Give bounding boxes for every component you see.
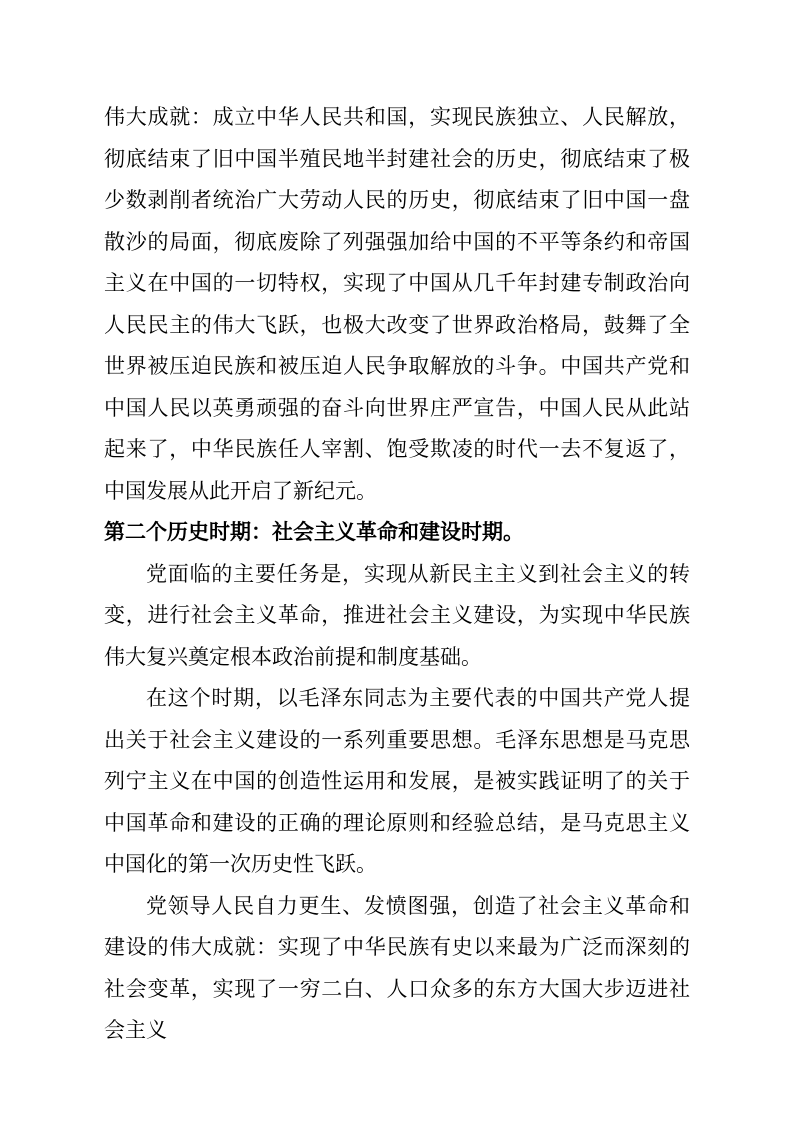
paragraph-socialist-revolution-achievements: 党领导人民自力更生、发愤图强，创造了社会主义革命和建设的伟大成就：实现了中华民族有史以来最为广泛而深刻的社会变革，实现了一穷二白、人口众多的东方大国大步迈进社会主义 — [104, 893, 690, 1042]
paragraph-new-china-achievements: 伟大成就：成立中华人民共和国，实现民族独立、人民解放，彻底结束了旧中国半殖民地半封建社会的历史，彻底结束了极少数剥削者统治广大劳动人民的历史，彻底结束了旧中国一盘散沙的局面，彻底废除了列强强加给中国的不平等条约和帝国主义在中国的一切特权，实现了中国从几千年封建专制政治向人民民主的伟大飞跃，也极大改变了世界政治格局，鼓舞了全世界被压迫民族和被压迫人民争取解放的斗争。中国共产党和中国人民以英勇顽强的奋斗向世界庄严宣告，中国人民从此站起来了，中华民族任人宰割、饱受欺凌的时代一去不复返了，中国发展从此开启了新纪元。 — [104, 105, 690, 503]
paragraph-party-main-task: 党面临的主要任务是，实现从新民主主义到社会主义的转变，进行社会主义革命，推进社会主义建设，为实现中华民族伟大复兴奠定根本政治前提和制度基础。 — [104, 561, 690, 669]
paragraph-mao-zedong-thought: 在这个时期，以毛泽东同志为主要代表的中国共产党人提出关于社会主义建设的一系列重要思想。毛泽东思想是马克思列宁主义在中国的创造性运用和发展，是被实践证明了的关于中国革命和建设的正确的理论原则和经验总结，是马克思主义中国化的第一次历史性飞跃。 — [104, 686, 690, 876]
section-heading-second-historical-period: 第二个历史时期：社会主义革命和建设时期。 — [104, 520, 524, 544]
